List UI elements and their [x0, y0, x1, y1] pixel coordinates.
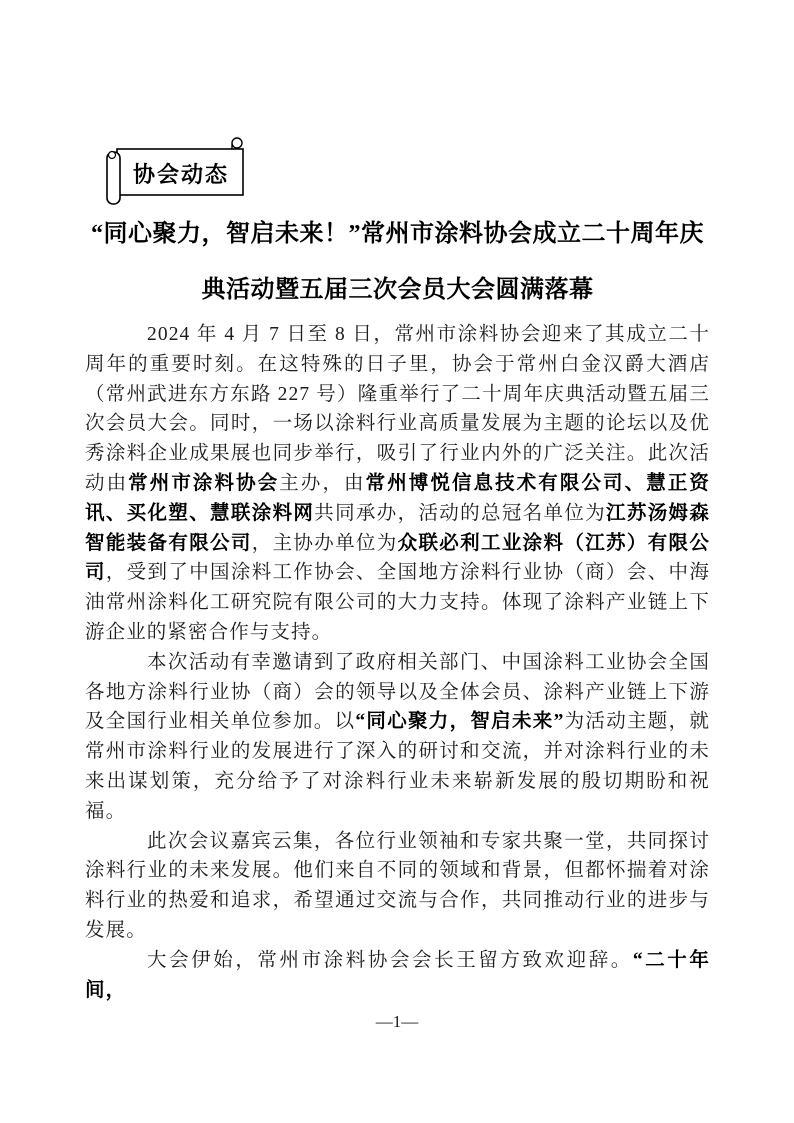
bold-text-run: “同心聚力，智启未来”	[355, 711, 565, 733]
text-run: 共同承办，活动的总冠名单位为	[314, 502, 607, 524]
document-title	[85, 206, 710, 318]
page-number: —1—	[375, 1012, 419, 1031]
badge-label: 协会动态	[132, 161, 229, 187]
paragraph	[85, 648, 710, 827]
bold-text-run: “二十年间，	[85, 949, 710, 1001]
text-run: 此次会议嘉宾云集，各位行业领袖和专家共聚一堂，共同探讨涂料行业的未来发展。他们来自不同的领域和背景，但都怀揣着对涂料行业的热爱和追求，希望通过交流与合作，共同推动行业的进步与发展。	[85, 830, 710, 941]
bold-text-run: 众联必利工业涂料（江苏）有限公司	[85, 532, 710, 584]
bold-text-run: 常州市涂料协会	[128, 472, 280, 494]
text-run: ，主协办单位为	[251, 532, 398, 554]
text-run: 为活动主题，就常州市涂料行业的发展进行了深入的研讨和交流，并对涂料行业的未来出谋划策，充分给予了对涂料行业未来崭新发展的殷切期盼和祝福。	[85, 711, 710, 822]
text-run: 本次活动有幸邀请到了政府相关部门、中国涂料工业协会全国各地方涂料行业协（商）会的领导以及全体会员、涂料产业链上下游及全国行业相关单位参加。以	[85, 651, 710, 733]
document-title-line2: 典活动暨五届三次会员大会圆满落幕	[201, 277, 594, 303]
document-title-line1: “同心聚力，智启未来！”常州市涂料协会成立二十周年庆	[91, 221, 704, 247]
bold-text-run: 江苏汤姆森智能装备有限公司	[85, 502, 710, 554]
document-body	[85, 320, 710, 1005]
paragraph	[85, 946, 710, 1006]
text-run: 2024 年 4 月 7 日至 8 日，常州市涂料协会迎来了其成立二十周年的重要时刻。在这特殊的日子里，协会于常州白金汉爵大酒店（常州武进东方东路 227 号）隆重举行了二十周年庆典活动暨五届三次会员大会。同时，一场以涂料行业高质量发展为主题的论坛以及优秀涂料企业成果展也同步举行，吸引了行业内外的广泛关注。此次活动由	[85, 324, 710, 494]
bold-text-run: 常州博悦信息技术有限公司、慧正资讯、买化塑、慧联涂料网	[85, 472, 710, 524]
text-run: 大会伊始，常州市涂料协会会长王留方致欢迎辞。	[147, 949, 633, 971]
paragraph	[85, 827, 710, 946]
association-news-badge	[103, 136, 251, 208]
text-run: 主办，由	[279, 472, 366, 494]
text-run: ，受到了中国涂料工作协会、全国地方涂料行业协（商）会、中海油常州涂料化工研究院有限公司的大力支持。体现了涂料产业链上下游企业的紧密合作与支持。	[85, 562, 710, 643]
paragraph	[85, 320, 710, 648]
